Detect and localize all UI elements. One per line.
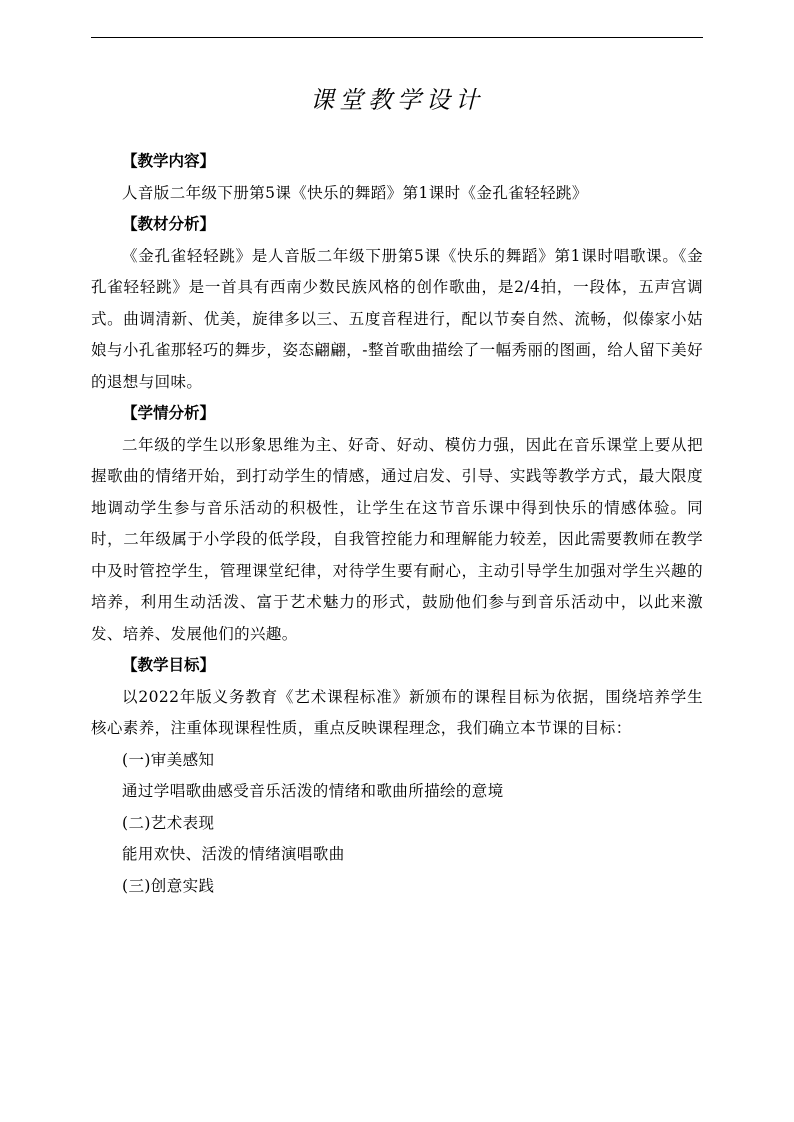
section-heading-material: 【教材分析】 [122, 215, 216, 233]
header-rule [91, 37, 703, 38]
document-title: 课堂教学设计 [310, 86, 484, 114]
section-heading-students: 【学情分析】 [122, 404, 216, 422]
student-analysis-text: 二年级的学生以形象思维为主、好奇、好动、模仿力强，因此在音乐课堂上要从把握歌曲的情绪开始，到打动学生的情感，通过启发、引导、实践等教学方式，最大限度地调动学生参与音乐活动的积极性，让学生在这节音乐课中得到快乐的情感体验。同时，二年级属于小学段的低学段，自我管控能力和理解能力较差，因此需要教师在教学中及时管控学生，管理课堂纪律，对待学生要有耐心，主动引导学生加强对学生兴趣的培养，利用生动活泼、富于艺术魅力的形式，鼓励他们参与到音乐活动中，以此来激发、培养、发展他们的兴趣。 [91, 435, 703, 643]
material-analysis-text: 《金孔雀轻轻跳》是人音版二年级下册第5课《快乐的舞蹈》第1课时唱歌课。《金孔雀轻轻跳》是一首具有西南少数民族风格的创作歌曲，是2/4拍，一段体，五声宫调式。曲调清新、优美，旋律多以三、五度音程进行，配以节奏自然、流畅，似傣家小姑娘与小孔雀那轻巧的舞步，姿态翩翩，-整首歌曲描绘了一幅秀丽的图画，给人留下美好的退想与回味。 [91, 246, 703, 391]
goal-item-text: 能用欢快、活泼的情绪演唱歌曲 [122, 845, 345, 863]
goal-item-label: (三)创意实践 [122, 876, 215, 895]
document-body [91, 146, 703, 902]
goal-item-text: 通过学唱歌曲感受音乐活泼的情绪和歌曲所描绘的意境 [122, 782, 504, 800]
goal-item-label: (二)艺术表现 [122, 813, 215, 832]
section-heading-content: 【教学内容】 [122, 152, 216, 170]
goal-item-label: (一)审美感知 [122, 750, 215, 769]
section-heading-goals: 【教学目标】 [122, 656, 216, 674]
content-text: 人音版二年级下册第5课《快乐的舞蹈》第1课时《金孔雀轻轻跳》 [122, 183, 588, 202]
goals-intro-text: 以2022年版义务教育《艺术课程标准》新颁布的课程目标为依据，围绕培养学生核心素养，注重体现课程性质，重点反映课程理念，我们确立本节课的目标： [91, 687, 703, 737]
